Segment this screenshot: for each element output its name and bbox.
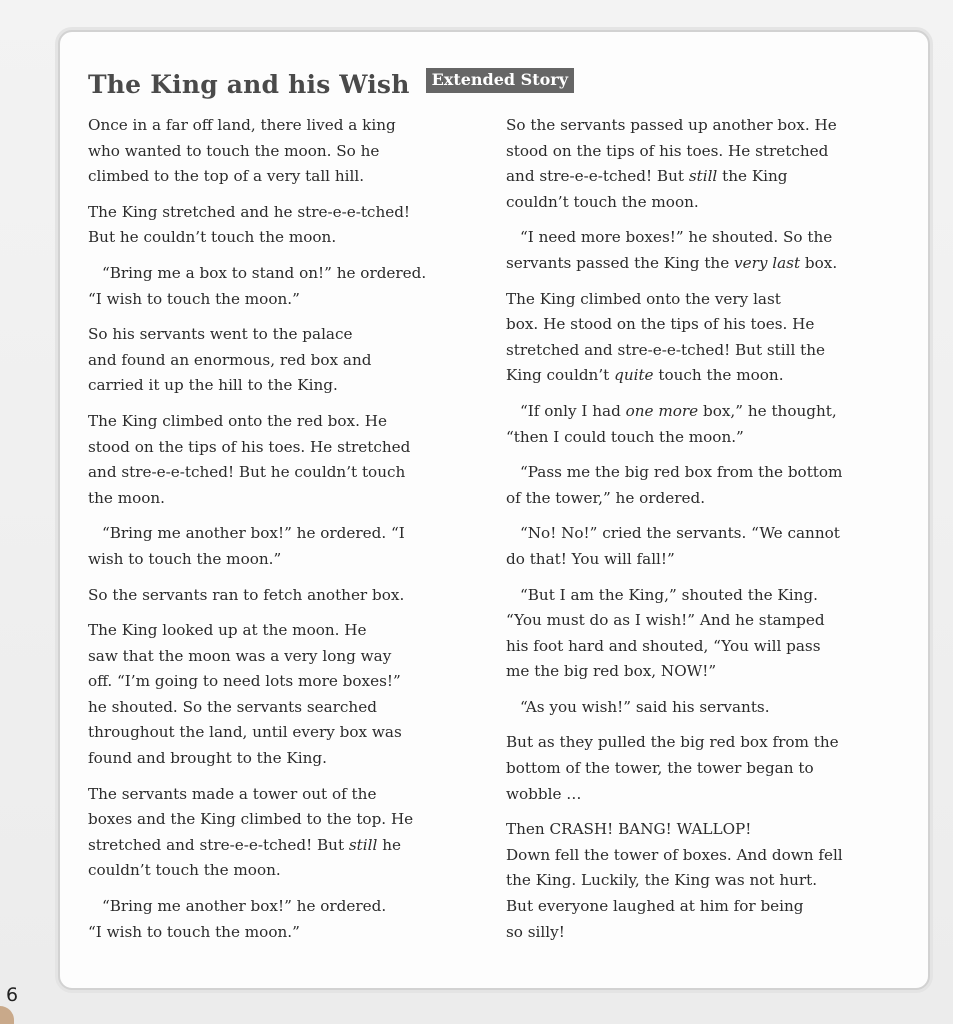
story-paragraph: So the servants passed up another box. He stood on the tips of his toes. He stretched and stre-e-e-tched! But still the King couldn’t touch the moon.	[506, 116, 837, 211]
story-paragraph: The servants made a tower out of the boxes and the King climbed to the top. He stretched and stre-e-e-tched! But still he couldn’t touch the moon.	[88, 784, 414, 880]
story-paragraph: Once in a far off land, there lived a king who wanted to touch the moon. So he climbed to the top of a very tall hill.	[88, 116, 396, 186]
story-title: The King and his Wish	[88, 69, 410, 99]
story-paragraph: So the servants ran to fetch another box.	[88, 585, 405, 604]
story-paragraph: “As you wish!” said his servants.	[520, 697, 770, 716]
story-paragraph: “No! No!” cried the servants. “We cannot do that! You will fall!”	[506, 524, 840, 568]
story-paragraph: “But I am the King,” shouted the King. “You must do as I wish!” And he stamped his foot hard and shouted, “You will pass me the big red box, NOW!”	[506, 585, 825, 681]
story-paragraph: The King looked up at the moon. He saw that the moon was a very long way off. “I’m going to need lots more boxes!” he shouted. So the servants searched throughout the land, until every box was found and brought to the King.	[88, 621, 402, 768]
right-column	[506, 113, 898, 955]
story-paragraph: The King climbed onto the red box. He stood on the tips of his toes. He stretched and stre-e-e-tched! But he couldn’t touch the moon.	[88, 411, 411, 507]
story-paragraph: But as they pulled the big red box from the bottom of the tower, the tower began to wobble …	[506, 733, 839, 803]
title-row	[88, 64, 574, 104]
story-paragraph: The King stretched and he stre-e-e-tched! But he couldn’t touch the moon.	[88, 202, 411, 247]
story-paragraph: The King climbed onto the very last box. He stood on the tips of his toes. He stretched and stre-e-e-tched! But still the King couldn’t quite touch the moon.	[506, 289, 826, 385]
extended-story-badge: Extended Story	[426, 68, 574, 93]
story-paragraph: “Pass me the big red box from the bottom of the tower,” he ordered.	[506, 463, 843, 507]
page-number: 6	[6, 984, 19, 1006]
story-paragraph: “Bring me a box to stand on!” he ordered. “I wish to touch the moon.”	[88, 263, 427, 308]
left-column	[88, 113, 480, 955]
story-paragraph: “If only I had one more box,” he thought, “then I could touch the moon.”	[506, 401, 837, 446]
story-paragraph: “Bring me another box!” he ordered. “I wish to touch the moon.”	[88, 524, 405, 568]
story-paragraph: “Bring me another box!” he ordered. “I wish to touch the moon.”	[88, 897, 387, 941]
story-paragraph: So his servants went to the palace and found an enormous, red box and carried it up the hill to the King.	[88, 325, 372, 395]
story-paragraph: Then CRASH! BANG! WALLOP! Down fell the tower of boxes. And down fell the King. Luckily, the King was not hurt. But everyone laughed at him for being so silly!	[506, 820, 843, 941]
story-paragraph: “I need more boxes!” he shouted. So the servants passed the King the very last box.	[506, 228, 838, 272]
